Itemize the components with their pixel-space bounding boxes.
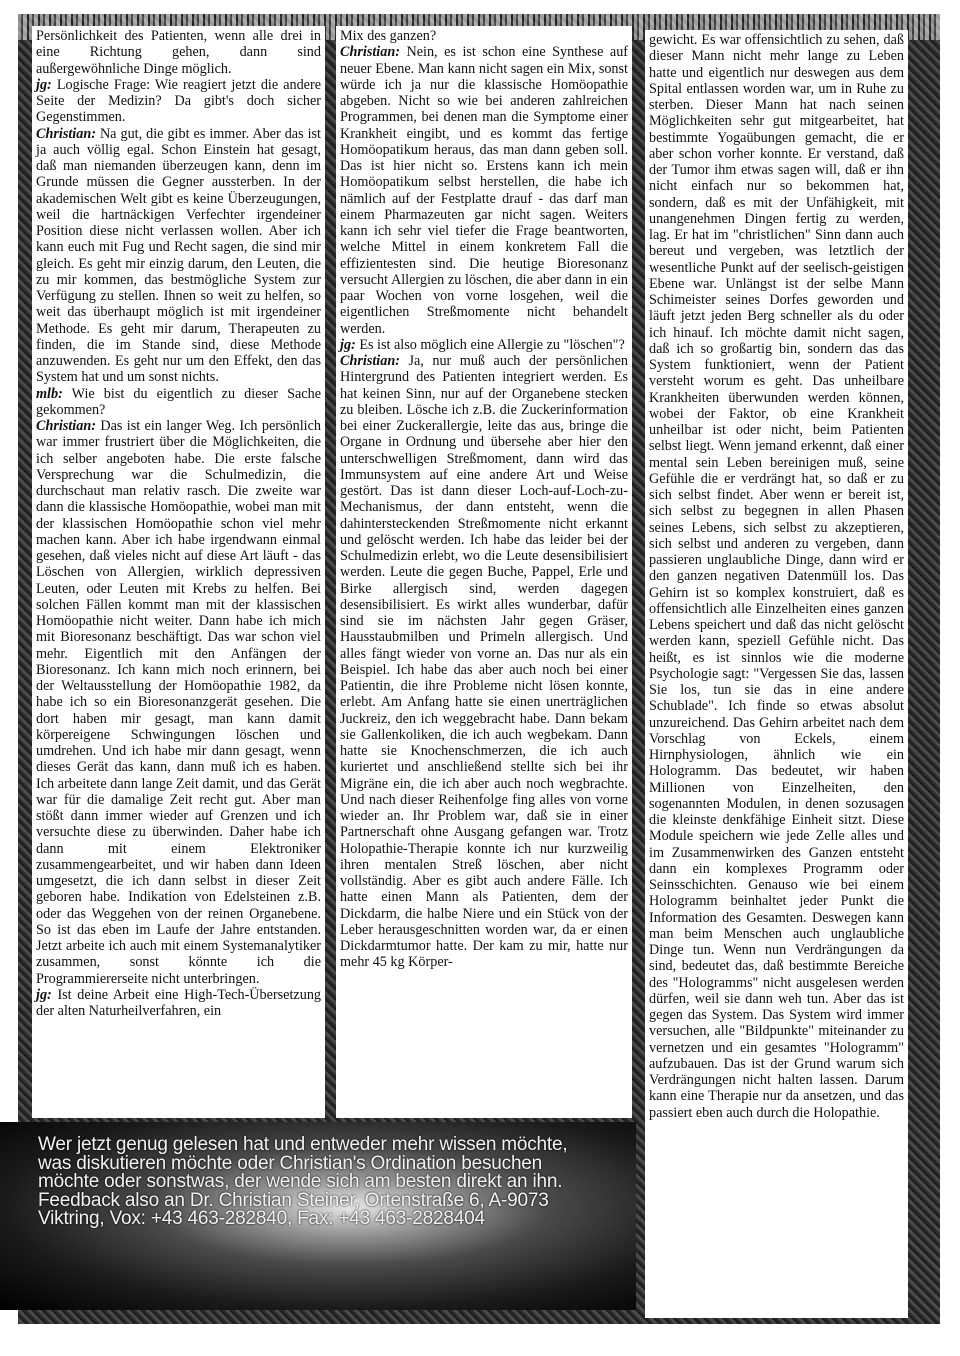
paragraph: Mix des ganzen? xyxy=(340,28,437,44)
text-column-1 xyxy=(32,26,325,1118)
speaker-label: Christian: xyxy=(340,353,400,369)
speaker-label: jg: xyxy=(36,76,52,93)
speaker-label: Christian: xyxy=(340,44,400,61)
speaker-label: mlb: xyxy=(36,385,63,402)
paragraph: jg: Es ist also möglich eine Allergie zu "löschen"? xyxy=(340,336,625,353)
speaker-label: jg: xyxy=(340,336,356,353)
text-column-3 xyxy=(645,30,908,1318)
paragraph: Persönlichkeit des Patienten, wenn alle drei in eine Richtung gehen, dann sind außergewöhnliche Dinge möglich. xyxy=(36,28,321,77)
paragraph: Christian: Nein, es ist schon eine Synthese auf neuer Ebene. Man kann nicht sagen ein Mix, sonst würde ich ja nur die klassische Homöopathie abgeben. Nicht so wie bei anderen zahlreichen Programmen, bei denen man die Symptome einer Krankheit eingibt, und es kommt das fertige Homöopatikum heraus, das man dann geben soll. Das ist hier nicht so. Erstens kann ich mein Homöopatikum selbst herstellen, die habe ich nämlich auf der Festplatte drauf - das darf man einem Pharmazeuten gar nicht sagen. Weiters kann ich sehr viel tiefer die Frage beantworten, welche Mittel in einem konkretem Fall die effizientesten sind. Die heutige Bioresonanz versucht Allergien zu löschen, die aber dann in ein paar Wochen von vorne losgehen, weil die eigentlichen Streßmomente nicht behandelt werden. xyxy=(340,44,629,337)
paragraph: Christian: Ja, nur muß auch der persönlichen Hintergrund des Patienten integriert werden. Es hat keinen Sinn, nur auf der Organebene stecken zu bleiben. Lösche ich z.B. die Zuckerinformation bei einer Zuckerallergie, leite das aus, bringe die Organe in Ordnung und übersehe aber hier den unterschwelligen Streßmoment, dann wird das Immunsystem auf eine andere Art und Weise gestört. Das ist dann dieser Loch-auf-Loch-zu-Mechanismus, der dann entsteht, wenn die dahintersteckenden Streßmomente nicht erkannt und gelöscht werden. Ich habe das leider bei der Schulmedizin erlebt, wo die Leute desensibilisiert werden. Leute die gegen Buche, Pappel, Erle und Birke allergisch sind, werden dagegen desensibilisiert. Es wirkt alles wunderbar, dafür sind sie im nächsten Jahr gegen Gräser, Hausstaubmilben und Primeln allergisch. Und alles fängt wieder von vorne an. Das nur als ein Beispiel. Ich habe das aber auch noch bei einer Patientin, die ihre Probleme nicht lösen konnte, erlebt. Am Anfang hatte sie einen unerträglichen Juckreiz, den ich weggebracht habe. Dann bekam sie Gallenkoliken, die ich auch wegbekam. Dann hatte sie Knochenschmerzen, die ich auch kuriertet und anschließend stellte sich bei ihr Migräne ein, die ich aber auch noch wegbrachte. Und nach dieser Reihenfolge fing alles von vorne wieder an. Ihr Problem war, daß sie in einer Partnerschaft ohne Ausgang gefangen war. Trotz Holopathie-Therapie konnte ich nur kurzweilig ihren mentalen Streß löschen, aber nicht vollständig. Aber es gibt auch andere Fälle. Ich hatte einen Mann als Patienten, dem der Dickdarm, die halbe Niere und ein Stück von der Leber herausgeschnitten worden war, da er einen Dickdarmtumor hatte. Der kam zu mir, hatte nur mehr 45 kg Körper- xyxy=(340,353,628,971)
speaker-label: Christian: xyxy=(36,125,96,142)
text-column-2 xyxy=(336,26,632,1118)
paragraph: jg: Logische Frage: Wie reagiert jetzt die andere Seite der Medizin? Da gibt's doch sicher Gegenstimmen. xyxy=(36,76,321,126)
paragraph: mlb: Wie bist du eigentlich zu dieser Sache gekommen? xyxy=(36,385,321,418)
paragraph: Christian: Das ist ein langer Weg. Ich persönlich war immer frustriert über die Möglichkeiten, die ich selber angeboten habe. Die erste falsche Versprechung war die Schulmedizin, die durchschaut man relativ rasch. Die zweite war dann die klassische Homöopathie, wobei man mit der klassischen Homöopathie schon viel mehr machen kann. Aber ich habe irgendwann einmal gesehen, daß vieles nicht auf diese Art läuft - das Löschen von Allergien, wirklich depressiven Leuten, oder Leuten mit Krebs zu helfen. Bei solchen Fällen kommt man mit der klassischen Homöopathie nicht weiter. Dann habe ich mich mit Bioresonanz beschäftigt. Das war schon viel mehr. Eigentlich mit den Anfängen der Bioresonanz. Ich kann mich noch erinnern, bei der Weltausstellung der Homöopathie 1982, da habe ich so ein Bioresonanzgerät gesehen. Die dort haben mir gesagt, man kann damit körpereigene Schwingungen löschen und umdrehen. Und ich habe mir dann gesagt, wenn dieses Gerät das kann, dann muß ich es haben. Ich arbeitete dann lange Zeit damit, und das Gerät war für die damalige Zeit recht gut. Aber man stößt dann immer wieder auf Grenzen und ich versuchte diese zu überwinden. Daher habe ich dann mit einem Elektroniker zusammengearbeitet, und wir haben dann Ideen umgesetzt, die ich dann selbst in dieser Zeit geboren habe. Indikation von Edelsteinen z.B. oder das Weggehen von der reinen Organebene. So ist das eben im Laufe der Jahre entstanden. Jetzt arbeite ich auch mit einem Systemanalytiker zusammen, sonst könnte ich die Programmiererseite nicht unterbringen. xyxy=(36,418,322,987)
speaker-label: Christian: xyxy=(36,418,96,434)
contact-footer-text: Wer jetzt genug gelesen hat und entweder mehr wissen möchte, was diskutieren möchte oder Christian's Ordination besuchen möchte oder sonstwas, der wende sich am besten direkt an ihn. Feedback also an Dr. Christian Steiner, Ortenstraße 6, A-9073 Viktring, Vox: +43 463-282840, Fax: +43 463-2828404 xyxy=(38,1134,568,1229)
paragraph: jg: Ist deine Arbeit eine High-Tech-Übersetzung der alten Naturheilverfahren, ein xyxy=(36,986,322,1019)
speaker-label: jg: xyxy=(36,986,52,1003)
paragraph: Christian: Na gut, die gibt es immer. Aber das ist ja auch völlig egal. Schon Einstein hat gesagt, daß man niemanden überzeugen kann, denn im Grunde müssen die Gegner aussterben. In der akademischen Welt gibt es keine Überzeugungen, weil die hartnäckigen Verfechter irgendeiner Position diese nicht verlassen wollen. Aber ich kann euch mit Fug und Recht sagen, die sind mir gleich. Es geht mir einzig darum, den Leuten, die zu mir kommen, das bestmögliche System zur Verfügung zu stellen. Ihnen so weit zu helfen, so weit das überhaupt möglich ist mit irgendeiner Methode. Es geht mir darum, Therapeuten zu finden, die im Stande sind, diese Methode anzuwenden. Es geht nur um den Effekt, den das System hat und um sonst nichts. xyxy=(36,125,322,386)
paragraph: gewicht. Es war offensichtlich zu sehen, daß dieser Mann nicht mehr lange zu Leben hatte und eigentlich nur deswegen aus dem Spital entlassen worden war, um in Ruhe zu sterben. Dieser Mann hat nach seinen Möglichkeiten sehr gut mitgearbeitet, hat bestimmte Yogaübungen gemacht, die er aber schon vorher konnte. Er verstand, daß der Tumor ihm etwas sagen will, daß er ihn nicht einfach nur so bekommen hat, sondern, daß es mit der Unfähigkeit, mit unangenehmen Dingen fertig zu werden, lag. Er hat im "christlichen" Sinn dann auch bereut und vergeben, was letztlich der wesentliche Punkt auf der seelisch-geistigen Ebene war. Unlängst ist der selbe Mann Schimeister seines Dorfes geworden und läuft jetzt jeden Berg schneller als du oder ich hinauf. Ich möchte damit nicht sagen, daß ich so großartig bin, sondern das das System funktioniert, wenn der Patient versteht worum es geht. Das unheilbare Krankheiten überwunden werden können, wobei der Faktor, ob eine Krankheit unheilbar ist oder nicht, beim Patienten selbst liegt. Wenn jemand erkennt, daß einer mental sein Leben bereinigen muß, seine Gefühle die er verdrängt hat, so daß er zu sich selbst findet. Aber wenn er bereit ist, sich selbst zu begegnen in allen Phasen seines Lebens, sich selbst zu akzeptieren, sich selbst und anderen zu vergeben, dann passieren unglaubliche Dinge, dann wird er den ganzen negativen Datenmüll los. Das Gehirn ist so komplex konstruiert, daß es offensichtlich alle Einzelheiten eines ganzen Lebens speichert und daß das nicht gelöscht werden kann, speziell Gefühle nicht. Das heißt, es ist sinnlos wie die moderne Psychologie sagt: "Vergessen Sie das, lassen Sie los, tun sie das in eine andere Schublade". Ich finde so etwas absolut unzureichend. Das Gehirn arbeitet nach dem Vorschlag von Eckels, einem Hirnphysiologen, ähnlich wie ein Hologramm. Das bedeutet, wir haben Millionen von Einzelheiten, den sogenannten Modulen, in denen sozusagen die kleinste denkfähige Einheit sitzt. Diese Module speichern wie jede Zelle alles und im Zusammenwirken des Ganzen entsteht dann ein komplexes Programm oder Seinsschichten. Genauso wie bei einem Hologramm beinhaltet jeder Punkt die Information des Gesamten. Deswegen kann man beim Menschen auch unglaubliche Dinge tun. Wenn nun Verdrängungen da sind, bedeutet das, daß bestimmte Bereiche des "Hologramms" nicht ausgelesen werden dürfen, weil sie dann weh tun. Aber das ist gegen das System. Das System wird immer versuchen, alle "Bildpunkte" miteinander zu vernetzen und ein gesamtes "Hologramm" aufzubauen. Das ist der Grund warum sich Verdrängungen nicht halten lassen. Darum kann eine Therapie nur da ansetzen, und das passiert eben auch durch die Holopathie. xyxy=(649,32,904,1121)
